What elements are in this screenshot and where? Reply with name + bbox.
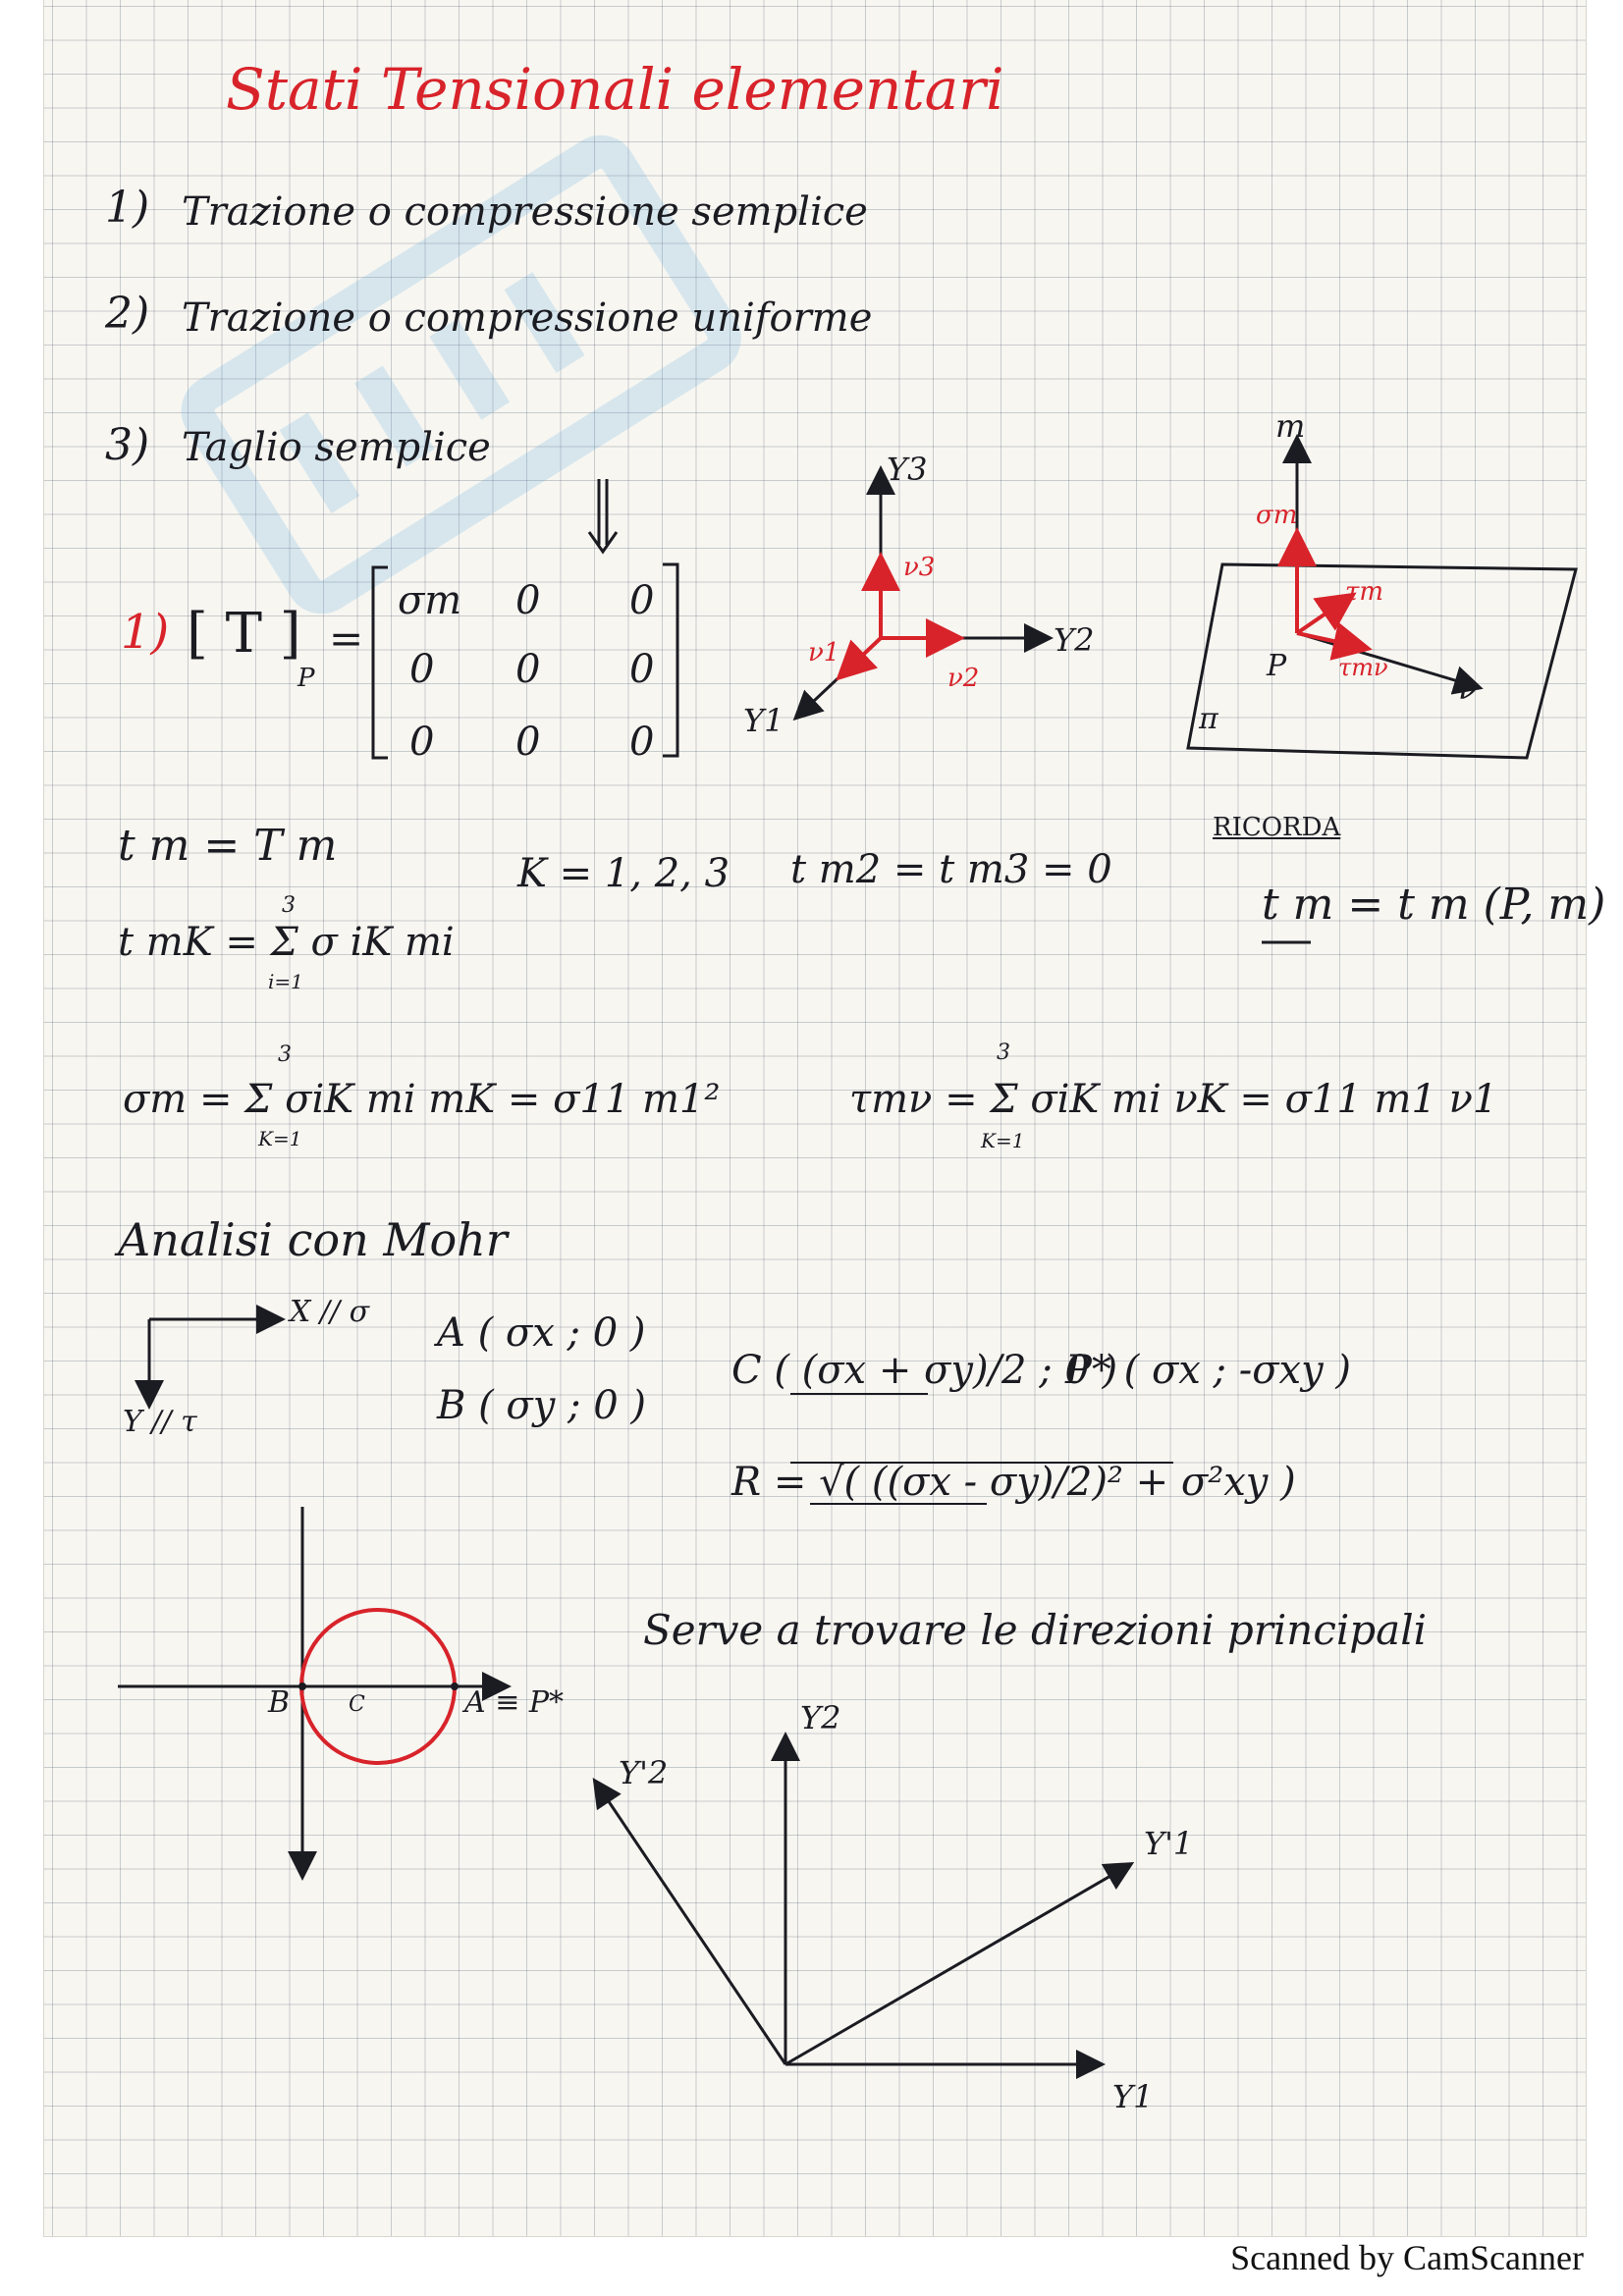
handwritten-diagrams (44, 0, 1586, 2236)
point-b-dot (298, 1682, 306, 1690)
list-item-text-3: Taglio semplice (182, 425, 491, 470)
mohr-circle-axes (118, 1507, 506, 1875)
coordinate-axes-3d (797, 471, 1048, 717)
unit-vectors-red (841, 560, 957, 675)
matrix-cell: 0 (409, 720, 435, 765)
equation-k-range: K = 1, 2, 3 (517, 851, 730, 896)
matrix-cell: 0 (629, 647, 655, 692)
radius-formula: R = √( ((σx - σy)/2)² + σ²xy ) (731, 1460, 1296, 1505)
down-arrow-icon (589, 479, 617, 552)
sum-upper-limit: 3 (282, 893, 296, 918)
sum-upper-limit: 3 (278, 1042, 292, 1067)
cut-plane (1188, 440, 1576, 758)
matrix-cell: 0 (515, 720, 541, 765)
equation-ricorda: t m = t m (P, m) (1262, 880, 1606, 930)
plane-label-pi: π (1199, 702, 1218, 736)
equation-normal-stress: σm = Σ σiK mi mK = σ11 m1² (123, 1077, 721, 1122)
vector-label-nu3: ν3 (903, 553, 936, 582)
direction-label-nu: ν (1458, 668, 1479, 708)
normal-label-m: m (1275, 407, 1306, 445)
matrix-cell: σm (398, 578, 462, 623)
point-label-p: P (1267, 649, 1287, 683)
stress-vectors-red (1297, 535, 1365, 648)
list-item-text-2: Trazione o compressione uniforme (182, 295, 873, 341)
matrix-cell: 0 (629, 578, 655, 623)
matrix-cell: 0 (515, 578, 541, 623)
axis-label-y1: Y1 (743, 702, 784, 739)
axis-label-y2: Y2 (1054, 621, 1095, 659)
equation-traction: t m = T m (118, 821, 338, 871)
vector-label-nu1: ν1 (808, 638, 840, 667)
axis-label-y2-principal: Y2 (800, 1699, 841, 1736)
ricorda-label: RICORDA (1213, 813, 1341, 842)
center-c-coordinates: C ( (σx + σy)/2 ; 0 ) (731, 1348, 1118, 1393)
point-b-coordinates: B ( σy ; 0 ) (437, 1383, 647, 1428)
mohr-y-axis-label: Y // τ (123, 1405, 197, 1439)
sum-lower-limit: K=1 (981, 1129, 1025, 1152)
page-title: Stati Tensionali elementari (226, 56, 1004, 123)
matrix-bracket-right (663, 564, 677, 756)
stress-tensor-symbol: [ T ] (187, 602, 301, 666)
mohr-x-axis-label: X // σ (290, 1295, 370, 1329)
matrix-cell: 0 (409, 647, 435, 692)
matrix-cell: 0 (515, 647, 541, 692)
equation-shear-stress: τmν = Σ σiK mi νK = σ11 m1 ν1 (849, 1077, 1498, 1122)
tensor-point-subscript: P (298, 664, 315, 693)
notebook-page (44, 0, 1606, 2236)
principal-axes (596, 1737, 1129, 2064)
point-a-coordinates: A ( σx ; 0 ) (437, 1310, 646, 1356)
list-item-text-1: Trazione o compressione semplice (182, 189, 868, 235)
circle-point-b: B (268, 1685, 291, 1720)
axis-label-y1-rotated: Y'1 (1144, 1825, 1194, 1862)
tau-m-nu-label: τmν (1338, 654, 1388, 681)
matrix-cell: 0 (629, 720, 655, 765)
sum-upper-limit: 3 (997, 1041, 1010, 1065)
pole-p-star-coordinates: P* ( σx ; -σxy ) (1065, 1348, 1352, 1393)
principal-directions-caption: Serve a trovare le direzioni principali (643, 1606, 1428, 1654)
tau-m-label: τm (1345, 577, 1384, 607)
sigma-m-label: σm (1256, 501, 1298, 530)
mohr-heading: Analisi con Mohr (118, 1213, 508, 1266)
equation-traction-component: t mK = Σ σ iK mi (118, 920, 455, 965)
circle-point-a: A ≡ P* (464, 1685, 565, 1720)
sum-lower-limit: K=1 (258, 1127, 302, 1150)
list-item-number-2: 2) (105, 289, 150, 339)
circle-center-c: C (349, 1692, 365, 1717)
matrix-bracket-left (373, 567, 388, 758)
case-number: 1) (121, 605, 170, 660)
scanner-footer: Scanned by CamScanner (1230, 2238, 1584, 2277)
equation-traction-zero: t m2 = t m3 = 0 (790, 847, 1112, 892)
equals-sign: = (329, 614, 364, 663)
mohr-reference-axes (149, 1319, 280, 1404)
axis-label-y2-rotated: Y'2 (619, 1754, 669, 1791)
axis-label-y1-principal: Y1 (1112, 2078, 1154, 2115)
point-a-dot (451, 1682, 459, 1690)
vector-label-nu2: ν2 (947, 664, 980, 693)
axis-label-y3: Y3 (887, 451, 928, 488)
list-item-number-3: 3) (105, 420, 150, 470)
sum-lower-limit: i=1 (268, 970, 303, 993)
list-item-number-1: 1) (105, 183, 150, 233)
